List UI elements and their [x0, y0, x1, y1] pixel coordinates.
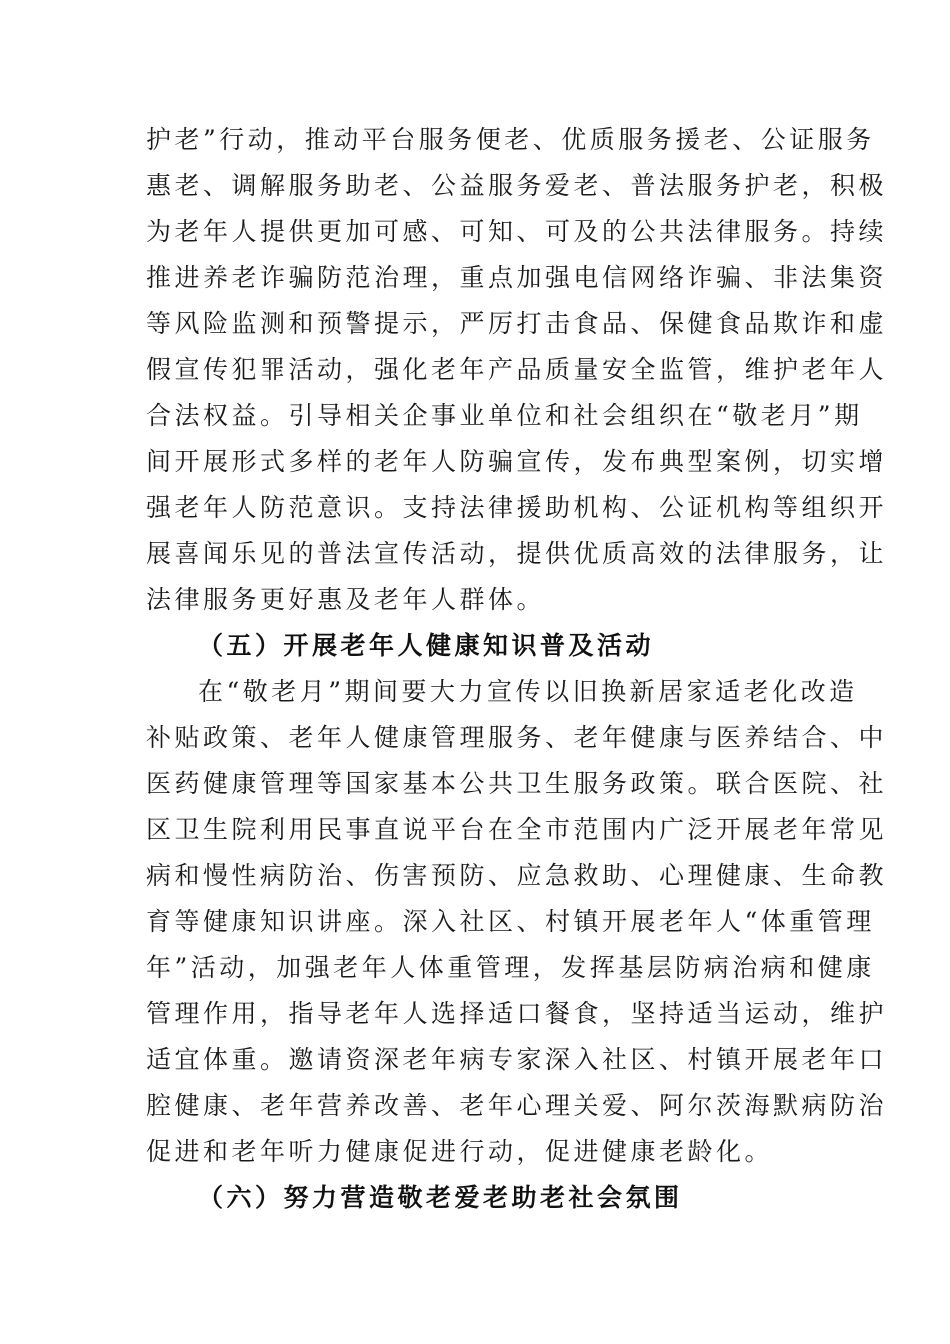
- paragraph-line: 合法权益。引导相关企事业单位和社会组织在“敬老月”期: [146, 401, 863, 430]
- paragraph-line: 展喜闻乐见的普法宣传活动，提供优质高效的法律服务，让: [146, 539, 888, 568]
- paragraph-line: 促进和老年听力健康促进行动，促进健康老龄化。: [146, 1137, 774, 1166]
- paragraph-line: 推进养老诈骗防范治理，重点加强电信网络诈骗、非法集资: [146, 263, 888, 292]
- paragraph-line: 强老年人防范意识。支持法律援助机构、公证机构等组织开: [146, 493, 888, 522]
- section-heading-6: （六）努力营造敬老爱老助老社会氛围: [198, 1183, 683, 1212]
- paragraph-line: 法律服务更好惠及老年人群体。: [146, 585, 546, 614]
- paragraph-line: 区卫生院利用民事直说平台在全市范围内广泛开展老年常见: [146, 815, 888, 844]
- paragraph-line: 在“敬老月”期间要大力宣传以旧换新居家适老化改造: [198, 677, 858, 706]
- paragraph-line: 假宣传犯罪活动，强化老年产品质量安全监管，维护老年人: [146, 355, 888, 384]
- paragraph-line: 护老”行动，推动平台服务便老、优质服务援老、公证服务: [146, 125, 875, 154]
- paragraph-line: 医药健康管理等国家基本公共卫生服务政策。联合医院、社: [146, 769, 888, 798]
- paragraph-line: 等风险监测和预警提示，严厉打击食品、保健食品欺诈和虚: [146, 309, 888, 338]
- paragraph-line: 年”活动，加强老年人体重管理，发挥基层防病治病和健康: [146, 953, 875, 982]
- paragraph-line: 腔健康、老年营养改善、老年心理关爱、阿尔茨海默病防治: [146, 1091, 888, 1120]
- paragraph-line: 惠老、调解服务助老、公益服务爱老、普法服务护老，积极: [146, 171, 888, 200]
- paragraph-line: 间开展形式多样的老年人防骗宣传，发布典型案例，切实增: [146, 447, 888, 476]
- paragraph-line: 适宜体重。邀请资深老年病专家深入社区、村镇开展老年口: [146, 1045, 888, 1074]
- paragraph-line: 育等健康知识讲座。深入社区、村镇开展老年人“体重管理: [146, 907, 875, 936]
- paragraph-line: 为老年人提供更加可感、可知、可及的公共法律服务。持续: [146, 217, 888, 246]
- section-heading-5: （五）开展老年人健康知识普及活动: [198, 631, 655, 660]
- paragraph-line: 病和慢性病防治、伤害预防、应急救助、心理健康、生命教: [146, 861, 888, 890]
- paragraph-line: 补贴政策、老年人健康管理服务、老年健康与医养结合、中: [146, 723, 888, 752]
- paragraph-line: 管理作用，指导老年人选择适口餐食，坚持适当运动，维护: [146, 999, 888, 1028]
